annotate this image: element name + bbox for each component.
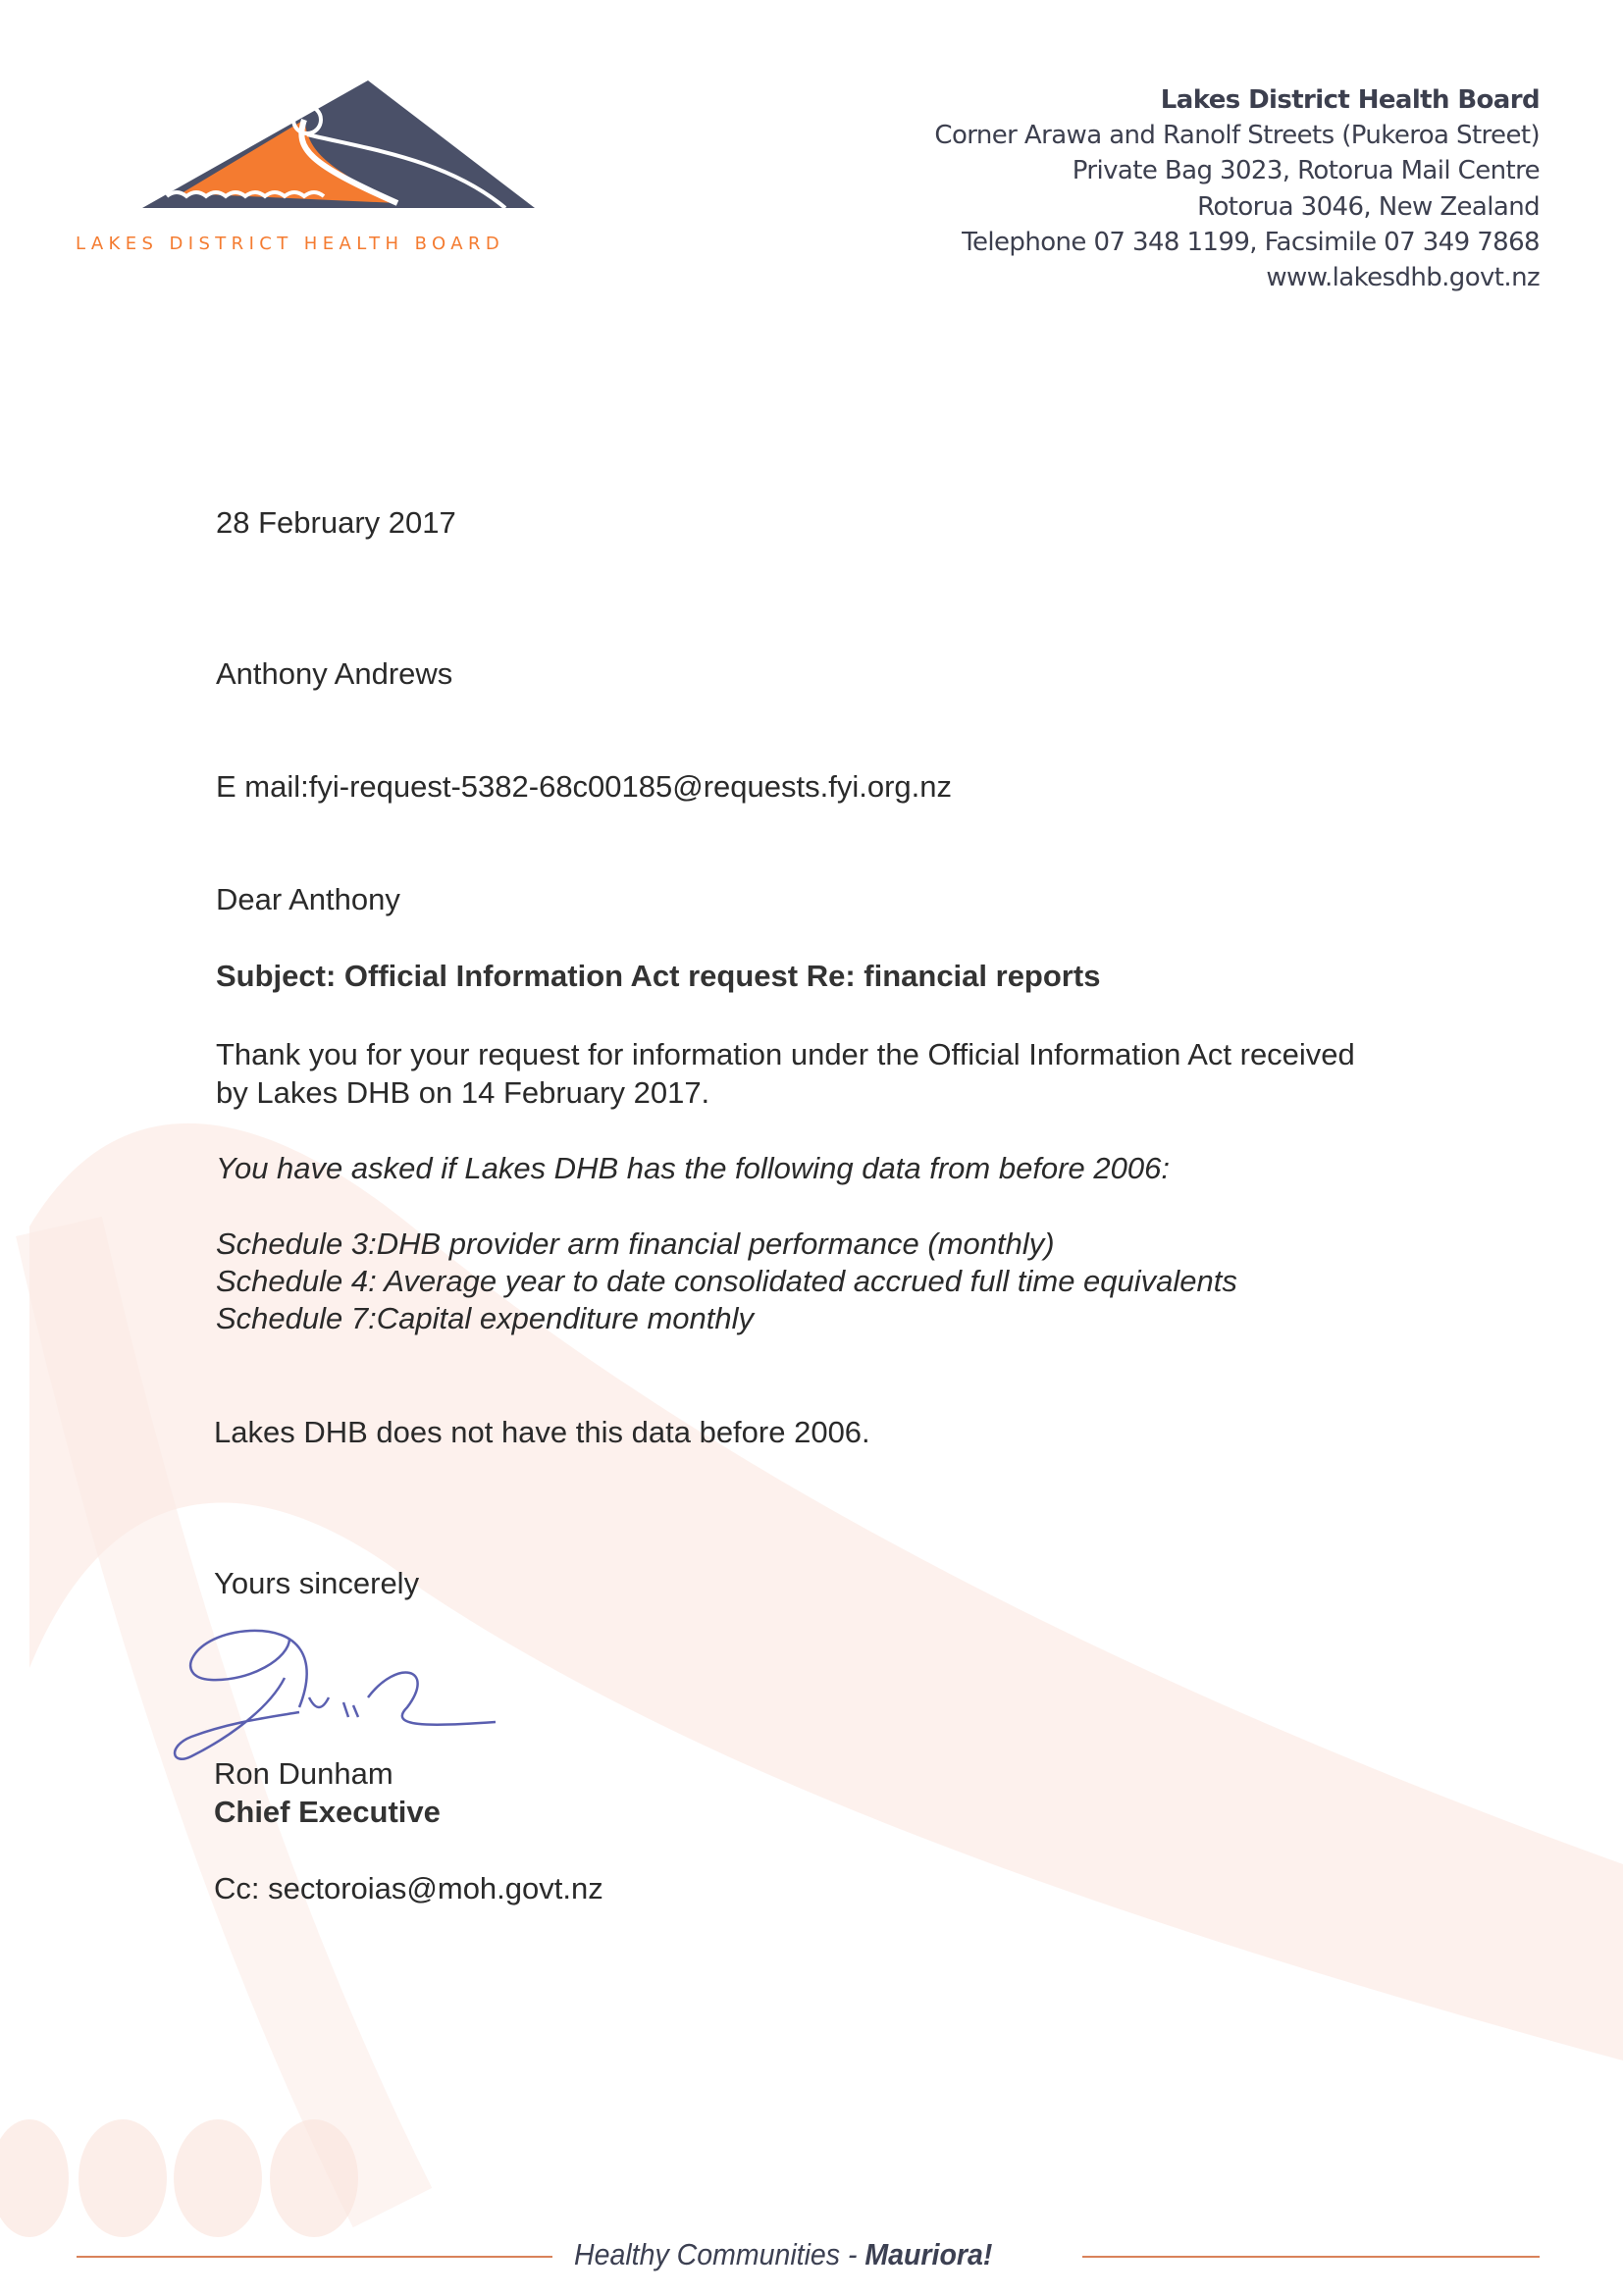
signature: [172, 1619, 505, 1766]
address-line: Private Bag 3023, Rotorua Mail Centre: [1072, 156, 1540, 186]
phone-line: Telephone 07 348 1199, Facsimile 07 349 7868: [962, 227, 1540, 257]
recipient-name: Anthony Andrews: [216, 656, 453, 691]
paragraph-line: Thank you for your request for information under the Official Information Act received: [216, 1037, 1355, 1071]
answer: Lakes DHB does not have this data before 2006.: [214, 1415, 870, 1449]
salutation: Dear Anthony: [216, 882, 400, 916]
question-intro: You have asked if Lakes DHB has the following data from before 2006:: [216, 1151, 1170, 1185]
signatory-title: Chief Executive: [214, 1795, 441, 1829]
paragraph-line: by Lakes DHB on 14 February 2017.: [216, 1075, 710, 1110]
signatory-name: Ron Dunham: [214, 1756, 393, 1791]
footer-rule-left: [77, 2256, 552, 2258]
recipient-email: E mail:fyi-request-5382-68c00185@requests.fyi.org.nz: [216, 769, 953, 804]
subject-line: Subject: Official Information Act request Re: financial reports: [216, 959, 1101, 993]
slogan-bold: Mauriora!: [864, 2237, 993, 2271]
footer-slogan: [574, 2237, 992, 2272]
letterhead-address: [934, 82, 1540, 295]
closing: Yours sincerely: [214, 1566, 420, 1600]
org-name: Lakes District Health Board: [1160, 85, 1540, 115]
letter-date: 28 February 2017: [216, 505, 456, 540]
schedule-item: Schedule 4: Average year to date consolidated accrued full time equivalents: [216, 1264, 1237, 1298]
footer-rule-right: [1082, 2256, 1540, 2258]
address-line: Corner Arawa and Ranolf Streets (Pukeroa Street): [934, 121, 1540, 151]
slogan-text: Healthy Communities -: [574, 2237, 865, 2271]
cc-line: Cc: sectoroias@moh.govt.nz: [214, 1871, 603, 1905]
schedule-item: Schedule 7:Capital expenditure monthly: [216, 1301, 755, 1335]
lakes-dhb-logo: [74, 80, 554, 208]
logo-text: LAKES DISTRICT HEALTH BOARD: [76, 234, 505, 254]
website: www.lakesdhb.govt.nz: [1266, 263, 1540, 293]
address-line: Rotorua 3046, New Zealand: [1197, 191, 1540, 222]
schedule-item: Schedule 3:DHB provider arm financial performance (monthly): [216, 1226, 1055, 1261]
